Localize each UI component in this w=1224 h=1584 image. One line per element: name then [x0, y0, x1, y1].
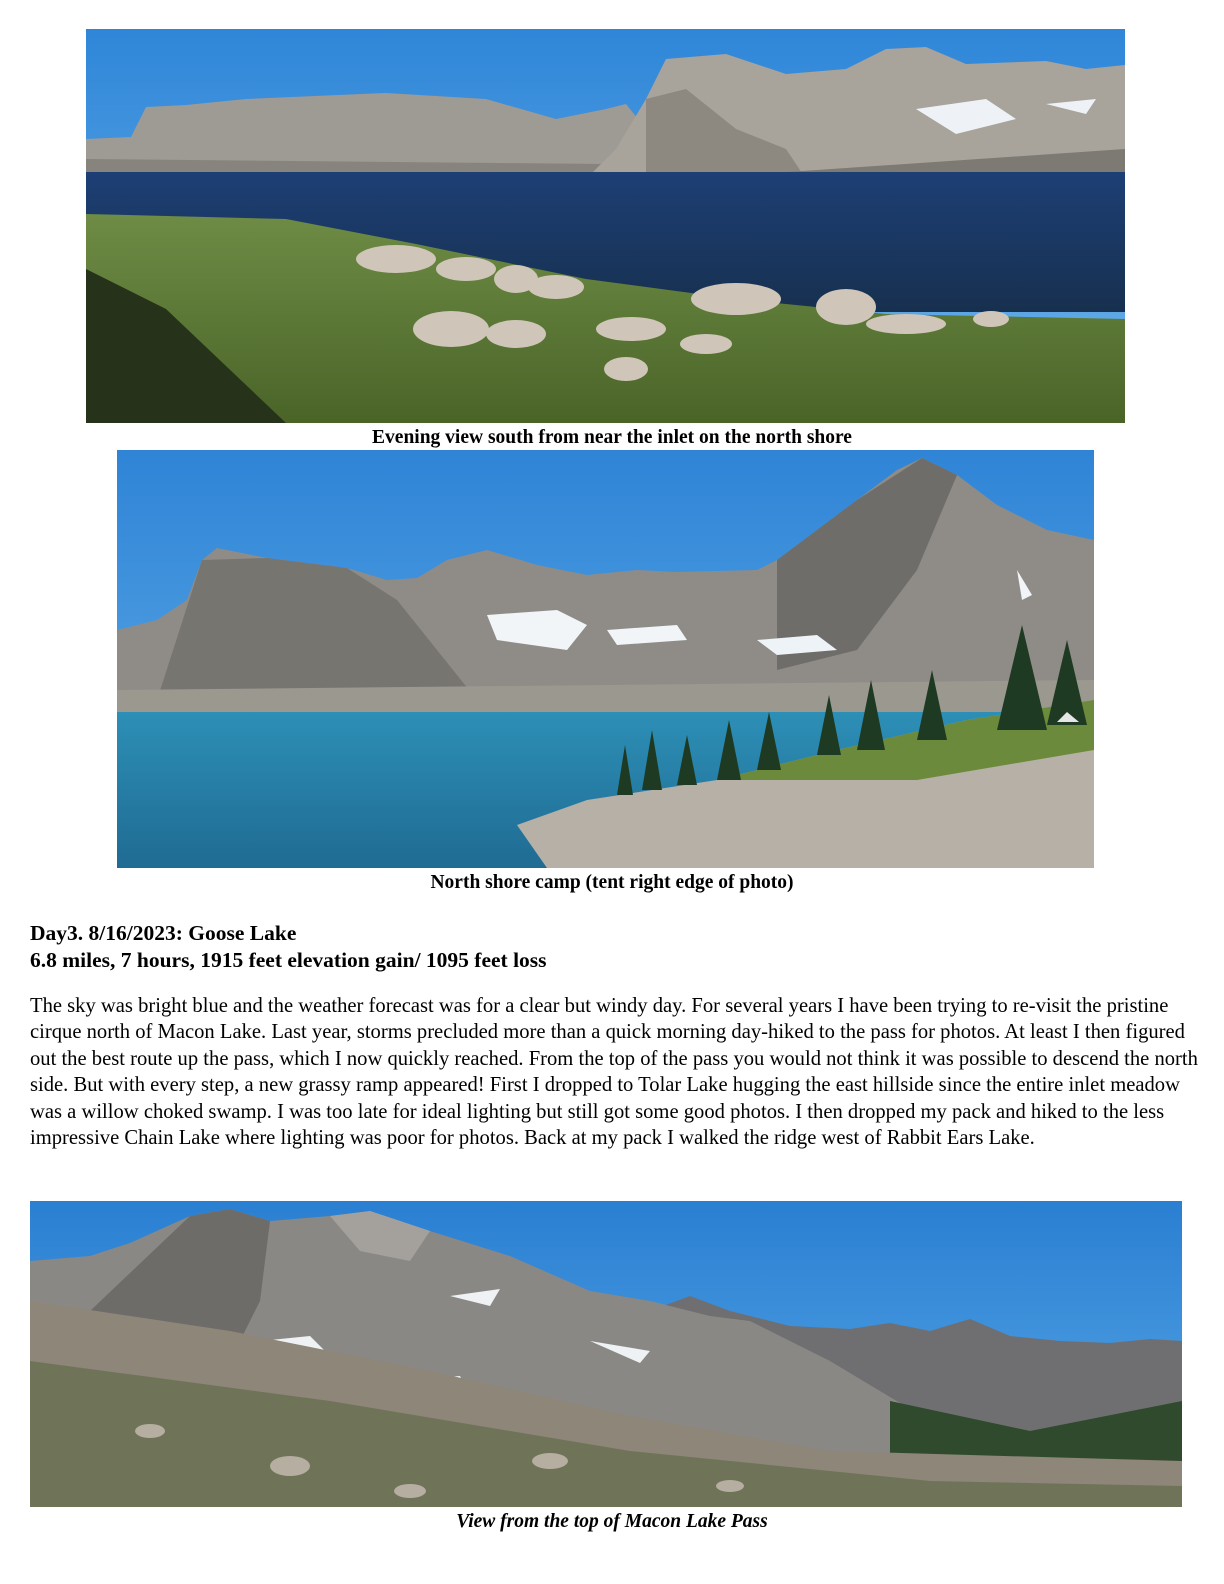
- photo-caption-north-shore-camp: North shore camp (tent right edge of photo): [430, 872, 794, 893]
- day-narrative: The sky was bright blue and the weather forecast was for a clear but windy day. For several years I have been trying to re-visit the pristine cirque north of Macon Lake. Last year, storms precluded more than a quick morning day-hiked to the pass for photos. At least I then figured out the best route up the pass, which I now quickly reached. From the top of the pass you would not think it was possible to descend the north side. But with every step, a new grassy ramp appeared! First I dropped to Tolar Lake hugging the east hillside since the entire inlet meadow was a willow choked swamp. I was too late for ideal lighting but still got some good photos. I then dropped my pack and hiked to the less impressive Chain Lake where lighting was poor for photos. Back at my pack I walked the ridge west of Rabbit Ears Lake.: [30, 995, 1198, 1150]
- photo-caption-macon-lake-pass: View from the top of Macon Lake Pass: [456, 1511, 768, 1532]
- lake-evening-photo: [86, 29, 1125, 423]
- day-title: Day3. 8/16/2023: Goose Lake: [30, 921, 297, 945]
- macon-lake-pass-photo: [30, 1201, 1182, 1507]
- north-shore-camp-photo: [117, 450, 1094, 868]
- day-stats: 6.8 miles, 7 hours, 1915 feet elevation gain/ 1095 feet loss: [30, 948, 547, 972]
- photo-caption-evening-view: Evening view south from near the inlet on the north shore: [372, 427, 852, 448]
